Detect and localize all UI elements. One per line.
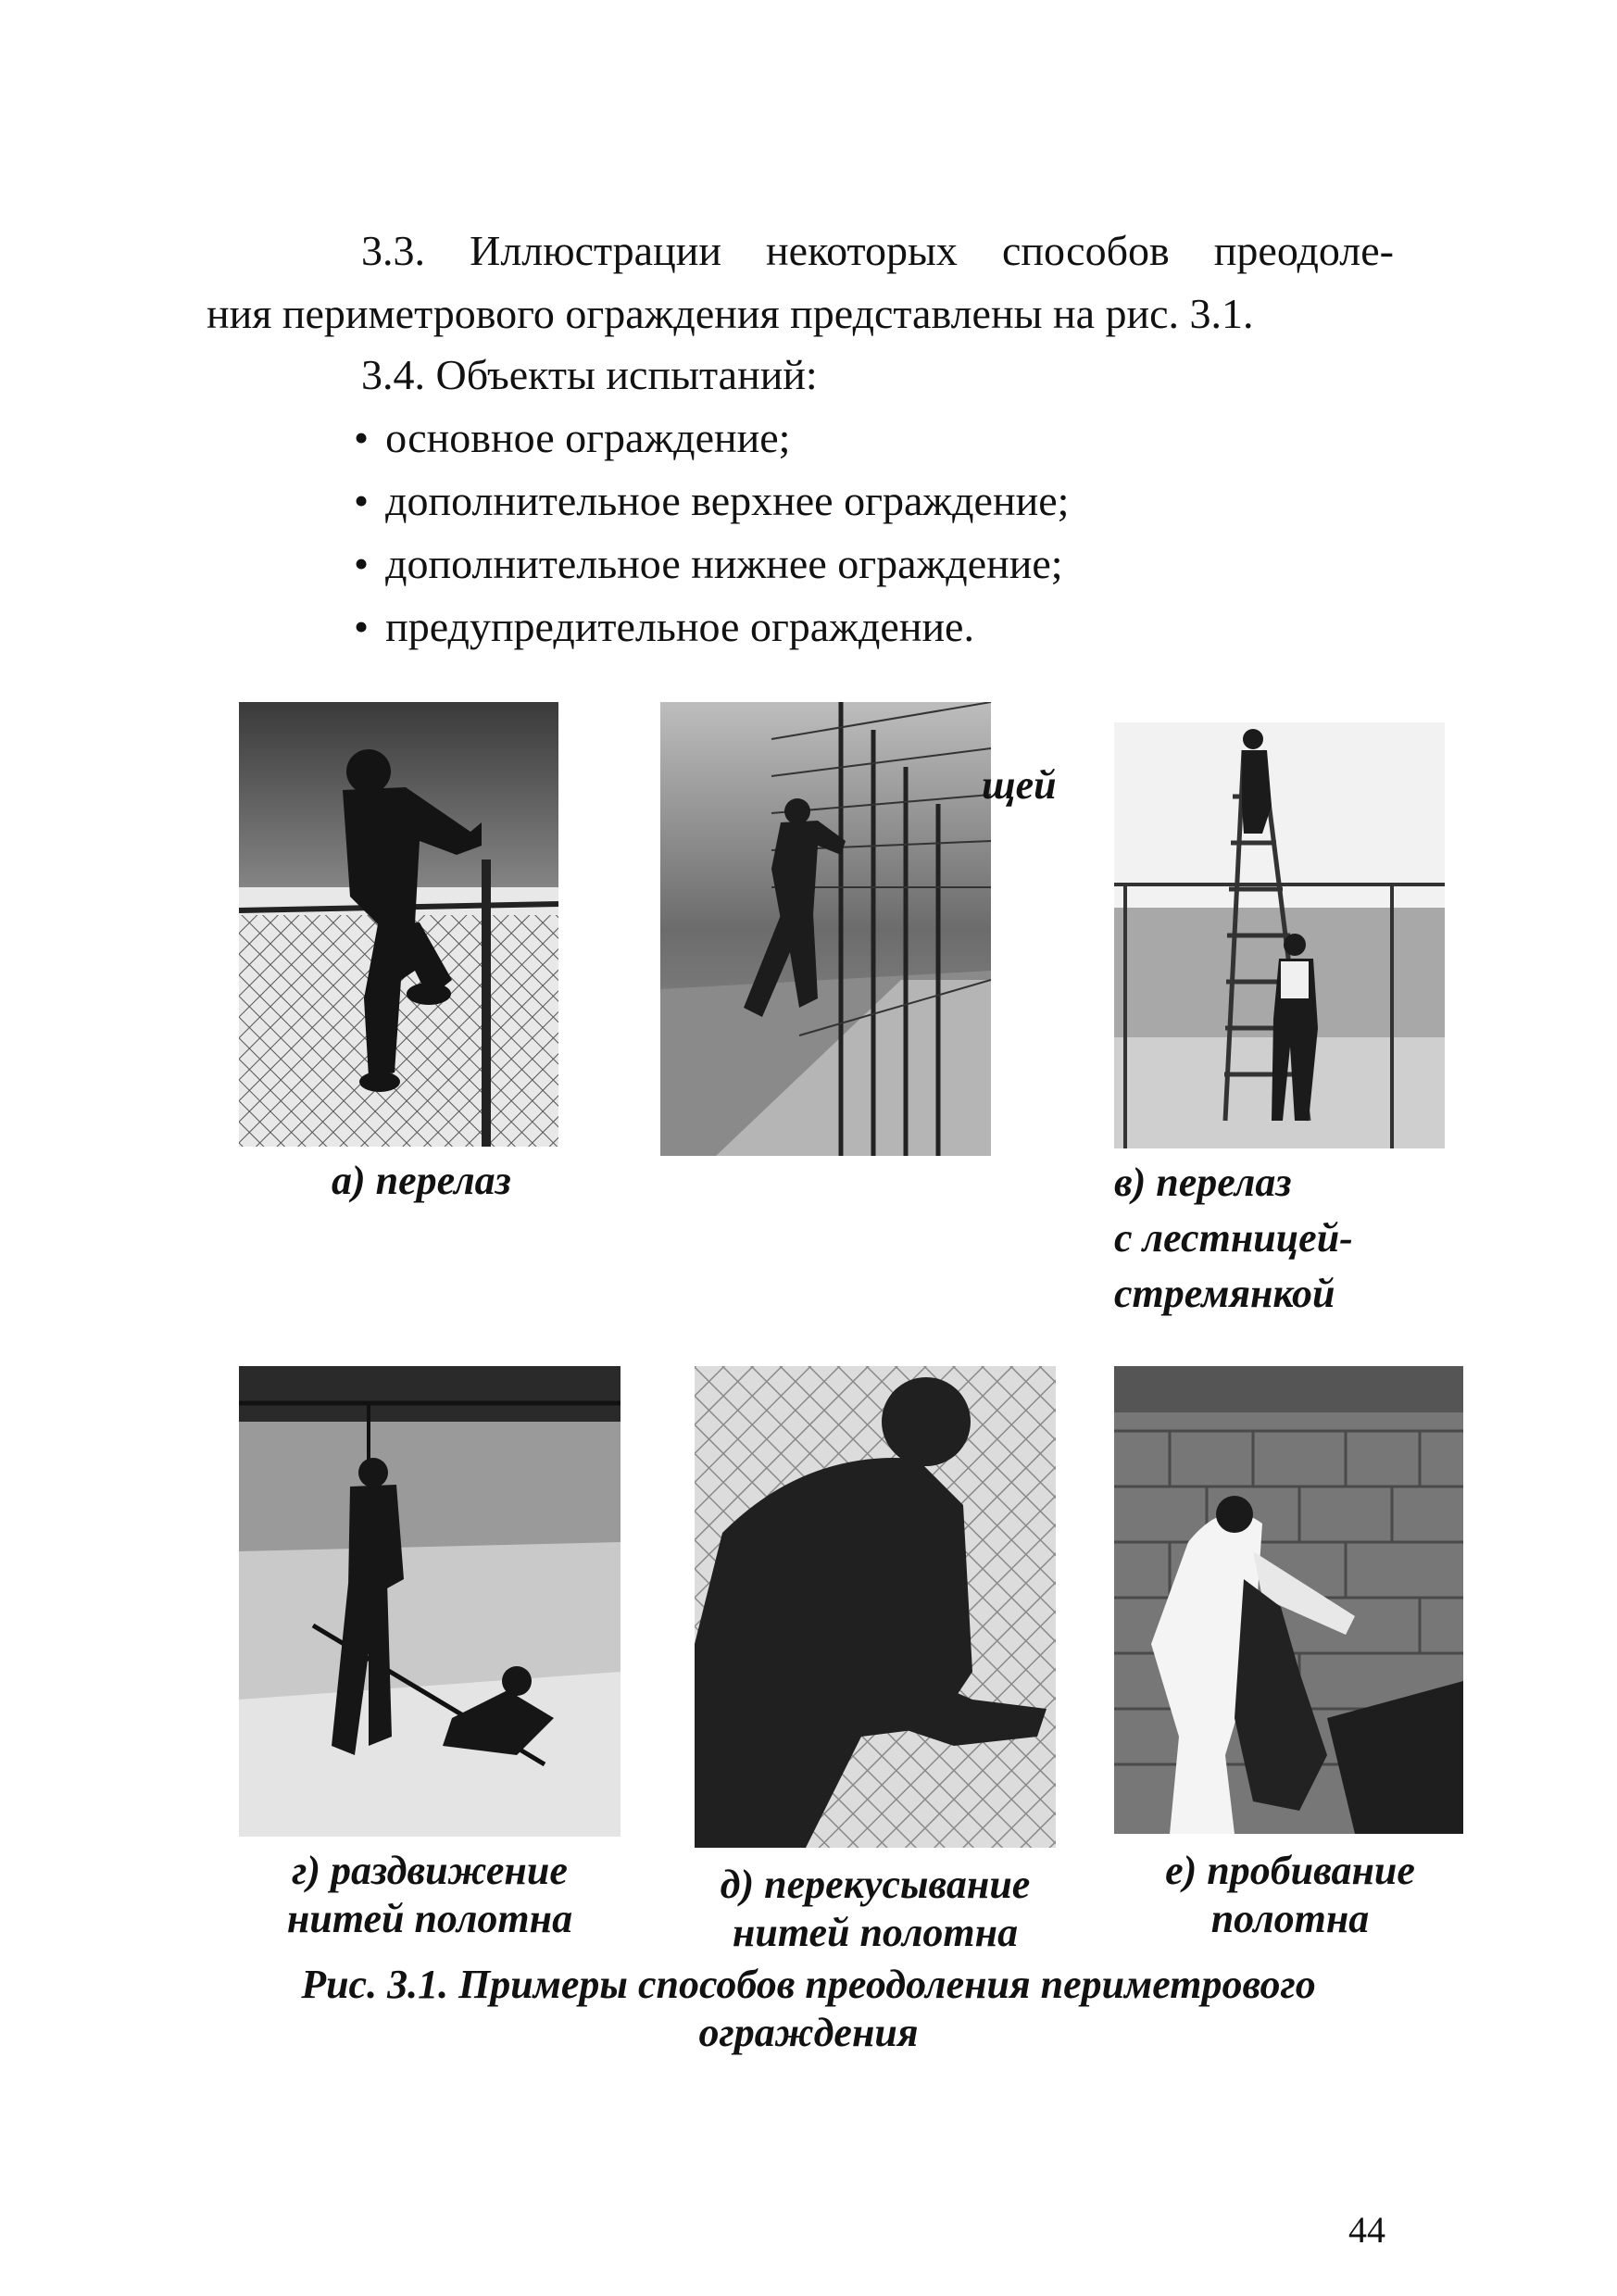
paragraph-3-3-line1: 3.3. Иллюстрации некоторых способов преодоле- (361, 227, 1394, 274)
caption-d-line1: д) перекусывание (720, 1862, 1031, 1907)
figure-caption (207, 1961, 1410, 2057)
bullet-item: • основное ограждение; (354, 408, 790, 469)
photo-cutting-wires (695, 1366, 1056, 1848)
bullet-item: • дополнительное нижнее ограждение; (354, 533, 1063, 595)
caption-v-line2: с лестницей- (1114, 1215, 1353, 1261)
caption-e-line1: е) пробивание (1165, 1848, 1415, 1893)
caption-v-line3: стремянкой (1114, 1271, 1335, 1316)
photo-breaking-mesh (1114, 1366, 1463, 1834)
caption-a: а) перелаз (332, 1158, 511, 1203)
photo-climb-barbed-fence (660, 702, 991, 1156)
caption-g-line2: нитей полотна (286, 1896, 573, 1941)
bullet-item: • предупредительное ограждение. (354, 596, 974, 658)
photo-spreading-mesh (239, 1366, 620, 1837)
caption-e-line2: полотна (1210, 1896, 1370, 1941)
caption-g-line1: г) раздвижение (292, 1848, 568, 1893)
page-number: 44 (1348, 2209, 1385, 2251)
paragraph-3-4: 3.4. Объекты испытаний: (361, 351, 818, 398)
photo-climb-ladder (1114, 722, 1445, 1148)
figure-caption-line2: ограждения (698, 2010, 919, 2055)
paragraph-3-3-line2: ния периметрового ограждения представлены на рис. 3.1. (207, 290, 1254, 337)
figure-caption-line1: Рис. 3.1. Примеры способов преодоления периметрового (301, 1962, 1316, 2007)
overlay-text-fragment: щей (982, 762, 1057, 808)
bullet-item: • дополнительное верхнее ограждение; (354, 470, 1069, 532)
caption-v-line1: в) перелаз (1114, 1160, 1292, 1205)
caption-d-line2: нитей полотна (732, 1910, 1019, 1955)
photo-climb-over (239, 702, 558, 1147)
